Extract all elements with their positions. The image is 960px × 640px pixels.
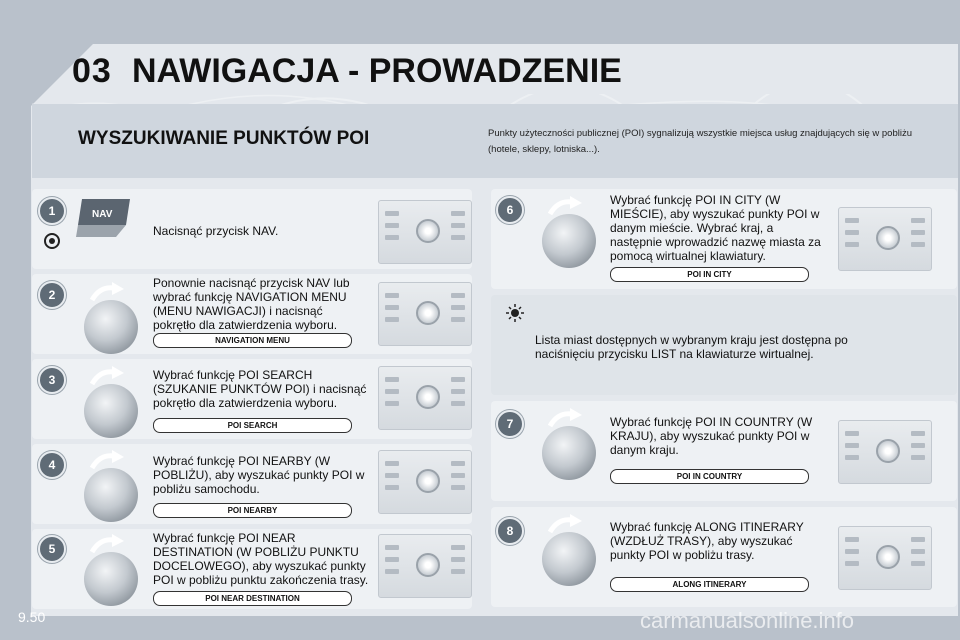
rotary-knob-icon xyxy=(542,532,596,586)
step-text: Wybrać funkcję POI NEAR DESTINATION (W POBLIŻU PUNKTU DOCELOWEGO), aby wyszukać punkty POI w pobliżu punktu zakończenia trasy. xyxy=(153,531,369,587)
step-text: Wybrać funkcję POI IN COUNTRY (W KRAJU), aby wyszukać punkty POI w danym kraju. xyxy=(610,415,813,457)
nav-key-icon xyxy=(76,195,136,237)
rotate-arrow-icon xyxy=(90,282,124,302)
rotate-arrow-icon xyxy=(548,196,582,216)
step-number-badge: 3 xyxy=(38,366,66,394)
radio-unit-image xyxy=(378,200,472,264)
watermark: carmanualsonline.info xyxy=(640,608,855,633)
rotate-arrow-icon xyxy=(90,534,124,554)
radio-unit-image xyxy=(838,526,932,590)
step-text: Wybrać funkcję POI NEARBY (W POBLIŻU), aby wyszukać punkty POI w pobliżu samochodu. xyxy=(153,454,365,496)
radio-unit-image xyxy=(378,282,472,346)
chapter-number: 03 xyxy=(72,52,112,90)
rotary-knob-icon xyxy=(84,384,138,438)
menu-label-badge: ALONG ITINERARY xyxy=(610,577,809,592)
rotate-arrow-icon xyxy=(548,514,582,534)
step-text: Ponownie nacisnąć przycisk NAV lub wybrać funkcję NAVIGATION MENU (MENU NAWIGACJI) i nacisnąć pokrętło dla zatwierdzenia wyboru. xyxy=(153,276,350,332)
radio-unit-image xyxy=(378,366,472,430)
step-number-badge: 5 xyxy=(38,535,66,563)
rotate-arrow-icon xyxy=(90,366,124,386)
rotary-knob-icon xyxy=(42,231,62,251)
page-number: 9.50 xyxy=(18,609,46,625)
rotary-knob-icon xyxy=(84,300,138,354)
step-number-badge: 1 xyxy=(38,197,66,225)
rotary-knob-icon xyxy=(542,426,596,480)
step-number-badge: 7 xyxy=(496,410,524,438)
radio-unit-image xyxy=(838,420,932,484)
rotate-arrow-icon xyxy=(90,450,124,470)
menu-label-badge: POI NEARBY xyxy=(153,503,352,518)
step-number-badge: 4 xyxy=(38,451,66,479)
step-number-badge: 6 xyxy=(496,196,524,224)
step-text: Wybrać funkcję POI IN CITY (W MIEŚCIE), aby wyszukać punkty POI w danym mieście. Wybrać kraj, a następnie wprowadzić nazwę miasta za pomocą wirtualnej klawiatury. xyxy=(610,193,821,263)
nav-key-label: NAV xyxy=(92,209,113,220)
radio-unit-image xyxy=(378,450,472,514)
step-text: Wybrać funkcję ALONG ITINERARY (WZDŁUŻ TRASY), aby wyszukać punkty POI w pobliżu trasy. xyxy=(610,520,804,562)
section-intro: Punkty użyteczności publicznej (POI) sygnalizują wszystkie miejsca usług znajdujących się w pobliżu (hotele, sklepy, lotniska...). xyxy=(488,128,912,155)
rotary-knob-icon xyxy=(84,468,138,522)
rotary-knob-icon xyxy=(542,214,596,268)
step-text: Wybrać funkcję POI SEARCH (SZUKANIE PUNKTÓW POI) i nacisnąć pokrętło dla zatwierdzenia wyboru. xyxy=(153,368,367,410)
page-title: NAWIGACJA - PROWADZENIE xyxy=(132,52,622,90)
radio-unit-image xyxy=(378,534,472,598)
step-number-badge: 2 xyxy=(38,281,66,309)
lightbulb-icon xyxy=(505,303,525,323)
rotate-arrow-icon xyxy=(548,408,582,428)
step-text: Nacisnąć przycisk NAV. xyxy=(153,224,279,238)
radio-unit-image xyxy=(838,207,932,271)
menu-label-badge: NAVIGATION MENU xyxy=(153,333,352,348)
menu-label-badge: POI IN COUNTRY xyxy=(610,469,809,484)
rotary-knob-icon xyxy=(84,552,138,606)
menu-label-badge: POI NEAR DESTINATION xyxy=(153,591,352,606)
menu-label-badge: POI SEARCH xyxy=(153,418,352,433)
section-title: WYSZUKIWANIE PUNKTÓW POI xyxy=(78,128,370,149)
tip-text: Lista miast dostępnych w wybranym kraju jest dostępna po naciśnięciu przycisku LIST na klawiaturze wirtualnej. xyxy=(535,333,848,361)
step-number-badge: 8 xyxy=(496,517,524,545)
menu-label-badge: POI IN CITY xyxy=(610,267,809,282)
